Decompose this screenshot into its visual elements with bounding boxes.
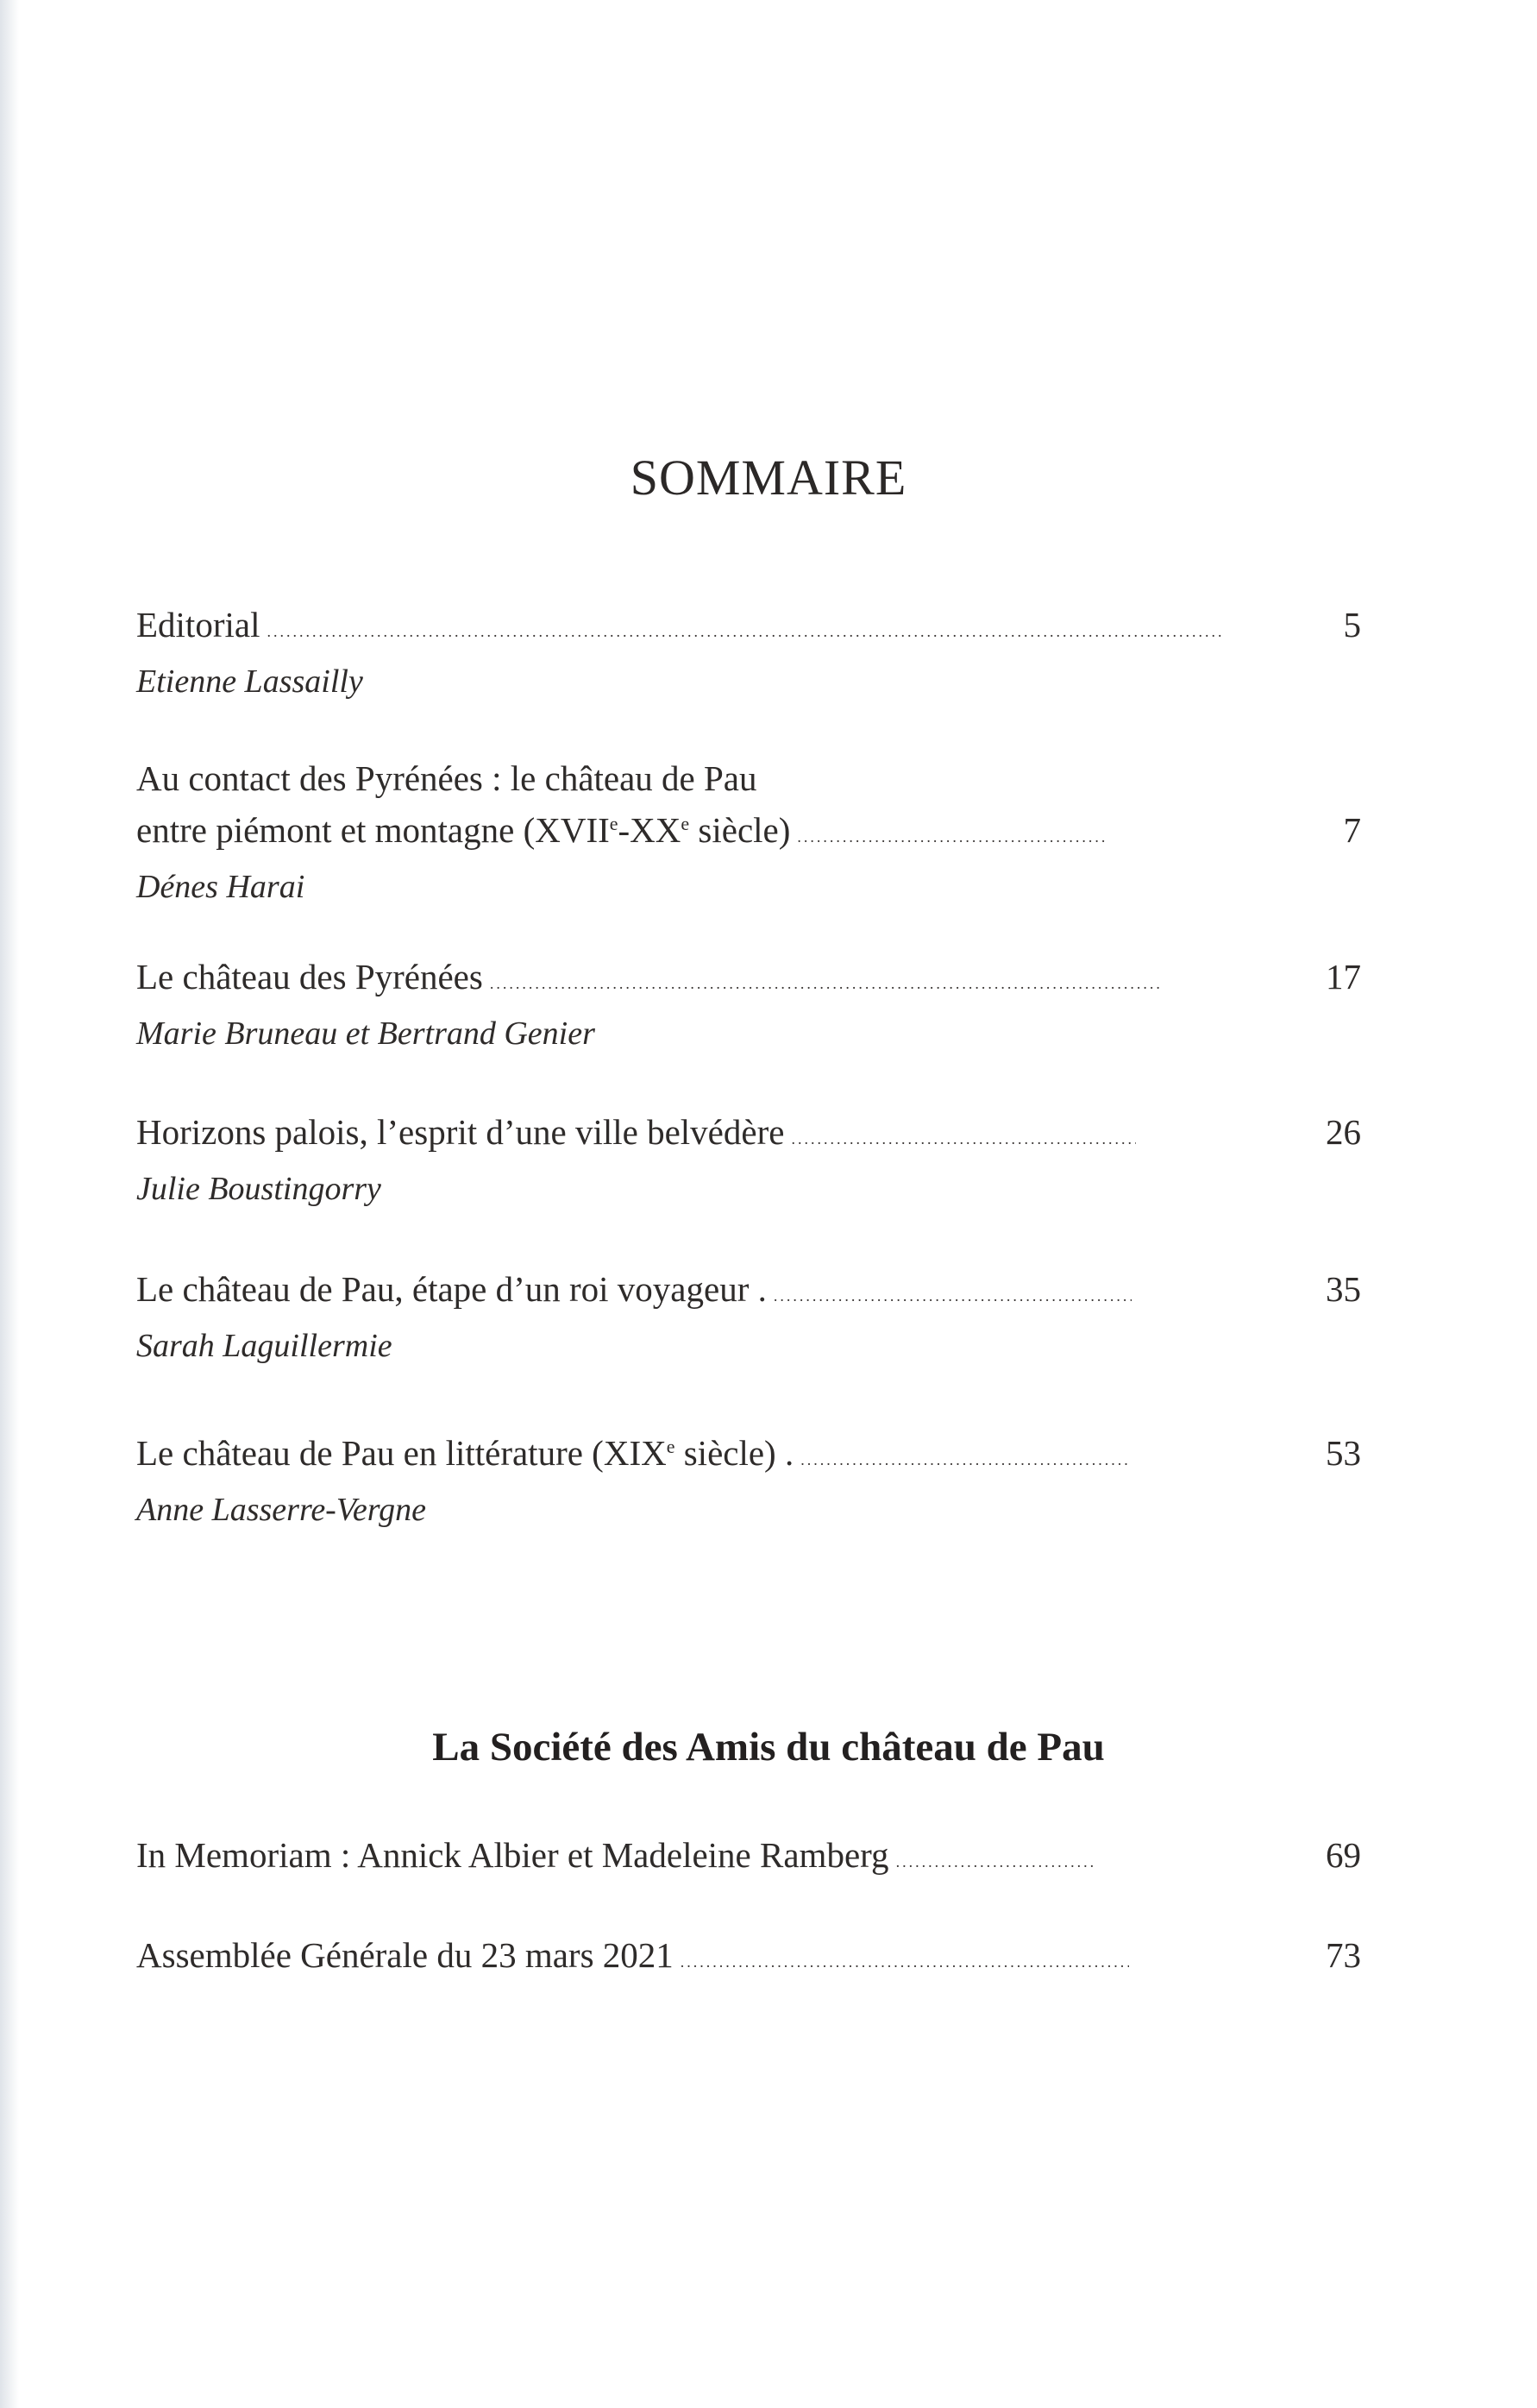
toc-entry-author: Julie Boustingorry xyxy=(136,1171,381,1207)
toc-entry-title-line xyxy=(136,604,1361,656)
toc-entry-contact-pyrenees[interactable] xyxy=(136,758,1361,908)
toc-entry-title-line xyxy=(136,1111,1361,1163)
toc-entry-page: 53 xyxy=(1326,1433,1361,1473)
toc-entry-author: Sarah Laguillermie xyxy=(136,1328,392,1364)
dot-leader xyxy=(774,1287,1132,1306)
dot-leader xyxy=(681,1953,1129,1972)
toc-entry-author: Anne Lasserre-Vergne xyxy=(136,1492,426,1528)
toc-entry-assemblee-generale[interactable] xyxy=(136,1934,1361,1986)
dot-leader xyxy=(267,623,1224,642)
page-title: SOMMAIRE xyxy=(630,450,907,506)
toc-entry-horizons-palois[interactable] xyxy=(136,1111,1361,1210)
toc-entry-title-line xyxy=(136,1834,1361,1886)
dot-leader xyxy=(791,1130,1136,1149)
toc-entry-title-line-1: Au contact des Pyrénées : le château de Pau xyxy=(136,758,757,798)
toc-entry-title-line xyxy=(136,956,1361,1008)
toc-entry-page: 17 xyxy=(1326,957,1361,997)
toc-entry-page: 26 xyxy=(1326,1112,1361,1152)
toc-entry-page: 5 xyxy=(1343,605,1361,644)
toc-entry-litterature[interactable] xyxy=(136,1432,1361,1531)
toc-entry-page: 35 xyxy=(1326,1269,1361,1309)
dot-leader xyxy=(797,828,1107,847)
toc-entry-title: Editorial xyxy=(136,605,260,644)
toc-entry-title: Le château des Pyrénées xyxy=(136,957,483,997)
toc-entry-title: Le château de Pau en littérature (XIXe siècle) . xyxy=(136,1433,794,1473)
toc-entry-page: 7 xyxy=(1343,810,1361,850)
society-heading: La Société des Amis du château de Pau xyxy=(432,1725,1105,1770)
toc-entry-title-line xyxy=(136,1934,1361,1986)
dot-leader xyxy=(800,1451,1128,1470)
toc-entry-chateau-pyrenees[interactable] xyxy=(136,956,1361,1054)
toc-entry-author: Marie Bruneau et Bertrand Genier xyxy=(136,1015,595,1052)
toc-entry-title: In Memoriam : Annick Albier et Madeleine Ramberg xyxy=(136,1835,889,1875)
toc-entry-title: entre piémont et montagne (XVIIe-XXe siècle) xyxy=(136,810,791,850)
toc-entry-title: Horizons palois, l’esprit d’une ville belvédère xyxy=(136,1112,785,1152)
page-edge-shadow xyxy=(0,0,19,2408)
toc-entry-title-line xyxy=(136,1432,1361,1484)
toc-entry-in-memoriam[interactable] xyxy=(136,1834,1361,1886)
toc-entry-title-line-2 xyxy=(136,809,1361,861)
toc-entry-roi-voyageur[interactable] xyxy=(136,1268,1361,1367)
toc-entry-title-line xyxy=(136,1268,1361,1320)
dot-leader xyxy=(490,975,1163,994)
toc-entry-page: 69 xyxy=(1326,1835,1361,1875)
toc-entry-title: Assemblée Générale du 23 mars 2021 xyxy=(136,1935,674,1975)
dot-leader xyxy=(896,1853,1095,1872)
toc-entry-editorial[interactable] xyxy=(136,604,1361,702)
toc-entry-author: Etienne Lassailly xyxy=(136,663,363,700)
toc-entry-title: Le château de Pau, étape d’un roi voyageur . xyxy=(136,1269,767,1309)
toc-entry-page: 73 xyxy=(1326,1935,1361,1975)
toc-entry-author: Dénes Harai xyxy=(136,869,305,905)
